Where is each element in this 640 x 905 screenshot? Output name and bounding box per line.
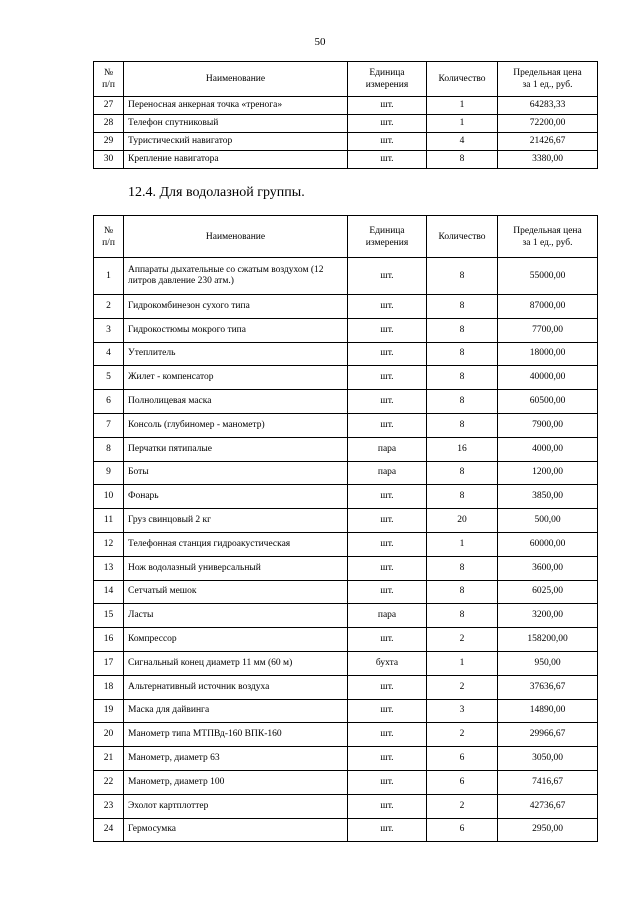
row-unit: пара	[348, 461, 427, 485]
header-price-line2: за 1 ед., руб.	[522, 237, 573, 248]
row-unit: шт.	[348, 556, 427, 580]
row-quantity: 8	[427, 318, 498, 342]
row-number: 22	[94, 770, 124, 794]
row-quantity: 6	[427, 818, 498, 842]
table-row	[94, 604, 598, 628]
row-name: Гидрокомбинезон сухого типа	[124, 295, 348, 319]
row-unit: шт.	[348, 580, 427, 604]
row-quantity: 4	[427, 133, 498, 151]
row-price: 14890,00	[498, 699, 598, 723]
row-price: 500,00	[498, 509, 598, 533]
row-name: Ласты	[124, 604, 348, 628]
table-header-row	[94, 62, 598, 97]
row-quantity: 20	[427, 509, 498, 533]
table-row	[94, 342, 598, 366]
row-price: 3200,00	[498, 604, 598, 628]
header-qty: Количество	[427, 62, 498, 97]
header-price-line1: Предельная цена	[513, 68, 582, 78]
table-row	[94, 97, 598, 115]
header-unit-line1: Единица	[369, 68, 405, 78]
header-num-line1: №	[103, 68, 114, 78]
row-quantity: 8	[427, 580, 498, 604]
header-qty: Количество	[427, 216, 498, 258]
table-row	[94, 133, 598, 151]
row-name: Груз свинцовый 2 кг	[124, 509, 348, 533]
row-number: 6	[94, 390, 124, 414]
row-quantity: 3	[427, 699, 498, 723]
row-quantity: 8	[427, 461, 498, 485]
row-unit: шт.	[348, 133, 427, 151]
row-quantity: 1	[427, 651, 498, 675]
row-name: Боты	[124, 461, 348, 485]
row-price: 3850,00	[498, 485, 598, 509]
row-name: Телефон спутниковый	[124, 115, 348, 133]
row-unit: шт.	[348, 794, 427, 818]
row-quantity: 1	[427, 532, 498, 556]
row-quantity: 8	[427, 295, 498, 319]
header-num	[94, 62, 124, 97]
row-unit: шт.	[348, 151, 427, 169]
row-price: 6025,00	[498, 580, 598, 604]
row-unit: шт.	[348, 318, 427, 342]
row-number: 19	[94, 699, 124, 723]
row-quantity: 1	[427, 115, 498, 133]
row-number: 29	[94, 133, 124, 151]
header-price-line1: Предельная цена	[513, 225, 582, 236]
row-quantity: 8	[427, 485, 498, 509]
row-price: 55000,00	[498, 258, 598, 295]
row-price: 158200,00	[498, 628, 598, 652]
table-row	[94, 151, 598, 169]
row-quantity: 1	[427, 97, 498, 115]
row-number: 18	[94, 675, 124, 699]
row-name: Эхолот картплоттер	[124, 794, 348, 818]
row-number: 28	[94, 115, 124, 133]
row-number: 16	[94, 628, 124, 652]
page-number: 50	[314, 36, 326, 48]
row-number: 24	[94, 818, 124, 842]
table-row	[94, 390, 598, 414]
row-number: 15	[94, 604, 124, 628]
row-quantity: 8	[427, 413, 498, 437]
row-number: 7	[94, 413, 124, 437]
row-quantity: 8	[427, 390, 498, 414]
table-row	[94, 258, 598, 295]
row-unit: пара	[348, 437, 427, 461]
row-name: Жилет - компенсатор	[124, 366, 348, 390]
row-price: 3380,00	[498, 151, 598, 169]
table-row	[94, 794, 598, 818]
table-row	[94, 413, 598, 437]
row-price: 1200,00	[498, 461, 598, 485]
row-name: Полнолицевая маска	[124, 390, 348, 414]
row-quantity: 8	[427, 151, 498, 169]
row-number: 20	[94, 723, 124, 747]
row-name: Гермосумка	[124, 818, 348, 842]
row-name: Нож водолазный универсальный	[124, 556, 348, 580]
table-row	[94, 818, 598, 842]
row-name: Сетчатый мешок	[124, 580, 348, 604]
header-num-line2: п/п	[102, 237, 115, 248]
row-price: 3050,00	[498, 747, 598, 771]
row-number: 13	[94, 556, 124, 580]
row-price: 64283,33	[498, 97, 598, 115]
row-price: 72200,00	[498, 115, 598, 133]
row-price: 7900,00	[498, 413, 598, 437]
row-number: 27	[94, 97, 124, 115]
row-unit: шт.	[348, 723, 427, 747]
row-name: Компрессор	[124, 628, 348, 652]
row-quantity: 2	[427, 794, 498, 818]
row-unit: пара	[348, 604, 427, 628]
table-row	[94, 366, 598, 390]
row-name: Альтернативный источник воздуха	[124, 675, 348, 699]
row-unit: шт.	[348, 390, 427, 414]
row-unit: шт.	[348, 295, 427, 319]
row-name: Гидрокостюмы мокрого типа	[124, 318, 348, 342]
row-unit: шт.	[348, 258, 427, 295]
row-name: Манометр типа МТПВд-160 ВПК-160	[124, 723, 348, 747]
row-unit: шт.	[348, 747, 427, 771]
row-unit: шт.	[348, 628, 427, 652]
header-price	[498, 62, 598, 97]
row-number: 3	[94, 318, 124, 342]
row-unit: шт.	[348, 342, 427, 366]
row-number: 23	[94, 794, 124, 818]
table-row	[94, 770, 598, 794]
row-number: 8	[94, 437, 124, 461]
header-num-line1: №	[103, 225, 114, 236]
row-quantity: 8	[427, 258, 498, 295]
row-name: Маска для дайвинга	[124, 699, 348, 723]
table-row	[94, 485, 598, 509]
header-unit	[348, 62, 427, 97]
row-number: 17	[94, 651, 124, 675]
row-number: 2	[94, 295, 124, 319]
table-row	[94, 532, 598, 556]
row-name: Туристический навигатор	[124, 133, 348, 151]
header-unit	[348, 216, 427, 258]
table-row	[94, 699, 598, 723]
row-name: Консоль (глубиномер - манометр)	[124, 413, 348, 437]
row-name: Телефонная станция гидроакустическая	[124, 532, 348, 556]
row-price: 29966,67	[498, 723, 598, 747]
row-name: Крепление навигатора	[124, 151, 348, 169]
row-price: 3600,00	[498, 556, 598, 580]
row-unit: шт.	[348, 532, 427, 556]
section-heading: 12.4. Для водолазной группы.	[128, 185, 305, 200]
table-row	[94, 651, 598, 675]
row-number: 12	[94, 532, 124, 556]
row-price: 42736,67	[498, 794, 598, 818]
row-unit: бухта	[348, 651, 427, 675]
row-number: 5	[94, 366, 124, 390]
table-row	[94, 723, 598, 747]
row-price: 7700,00	[498, 318, 598, 342]
row-price: 87000,00	[498, 295, 598, 319]
row-quantity: 16	[427, 437, 498, 461]
row-name: Манометр, диаметр 63	[124, 747, 348, 771]
row-unit: шт.	[348, 699, 427, 723]
row-name: Фонарь	[124, 485, 348, 509]
row-price: 60500,00	[498, 390, 598, 414]
row-price: 7416,67	[498, 770, 598, 794]
table-row	[94, 556, 598, 580]
table-row	[94, 318, 598, 342]
row-price: 18000,00	[498, 342, 598, 366]
row-unit: шт.	[348, 413, 427, 437]
table-header-row	[94, 216, 598, 258]
row-unit: шт.	[348, 115, 427, 133]
row-quantity: 8	[427, 366, 498, 390]
row-number: 21	[94, 747, 124, 771]
header-unit-line2: измерения	[365, 237, 409, 248]
row-quantity: 2	[427, 628, 498, 652]
row-number: 9	[94, 461, 124, 485]
row-name: Манометр, диаметр 100	[124, 770, 348, 794]
row-quantity: 8	[427, 342, 498, 366]
table-row	[94, 437, 598, 461]
header-price-line2: за 1 ед., руб.	[522, 80, 573, 90]
row-quantity: 2	[427, 675, 498, 699]
row-number: 30	[94, 151, 124, 169]
row-price: 40000,00	[498, 366, 598, 390]
row-unit: шт.	[348, 818, 427, 842]
row-quantity: 8	[427, 556, 498, 580]
row-price: 2950,00	[498, 818, 598, 842]
row-unit: шт.	[348, 366, 427, 390]
row-name: Сигнальный конец диаметр 11 мм (60 м)	[124, 651, 348, 675]
table-row	[94, 461, 598, 485]
header-price	[498, 216, 598, 258]
table-row	[94, 115, 598, 133]
row-price: 21426,67	[498, 133, 598, 151]
row-number: 11	[94, 509, 124, 533]
equipment-table-continued	[93, 61, 598, 169]
row-number: 10	[94, 485, 124, 509]
row-quantity: 2	[427, 723, 498, 747]
header-name: Наименование	[124, 62, 348, 97]
row-price: 37636,67	[498, 675, 598, 699]
row-unit: шт.	[348, 485, 427, 509]
header-num-line2: п/п	[102, 80, 115, 90]
row-quantity: 8	[427, 604, 498, 628]
row-name: Аппараты дыхательные со сжатым воздухом (12 литров давление 230 атм.)	[124, 258, 348, 295]
header-unit-line2: измерения	[365, 80, 409, 90]
row-price: 4000,00	[498, 437, 598, 461]
row-unit: шт.	[348, 675, 427, 699]
table-row	[94, 747, 598, 771]
row-name: Перчатки пятипалые	[124, 437, 348, 461]
row-unit: шт.	[348, 97, 427, 115]
table-row	[94, 675, 598, 699]
row-number: 14	[94, 580, 124, 604]
row-price: 950,00	[498, 651, 598, 675]
table-row	[94, 295, 598, 319]
header-num	[94, 216, 124, 258]
row-quantity: 6	[427, 770, 498, 794]
header-name: Наименование	[124, 216, 348, 258]
row-price: 60000,00	[498, 532, 598, 556]
row-name: Утеплитель	[124, 342, 348, 366]
row-unit: шт.	[348, 770, 427, 794]
table-row	[94, 580, 598, 604]
header-unit-line1: Единица	[369, 225, 405, 236]
table-row	[94, 509, 598, 533]
row-number: 4	[94, 342, 124, 366]
row-number: 1	[94, 258, 124, 295]
diving-equipment-table	[93, 215, 598, 842]
table-row	[94, 628, 598, 652]
row-name: Переносная анкерная точка «тренога»	[124, 97, 348, 115]
row-quantity: 6	[427, 747, 498, 771]
row-unit: шт.	[348, 509, 427, 533]
